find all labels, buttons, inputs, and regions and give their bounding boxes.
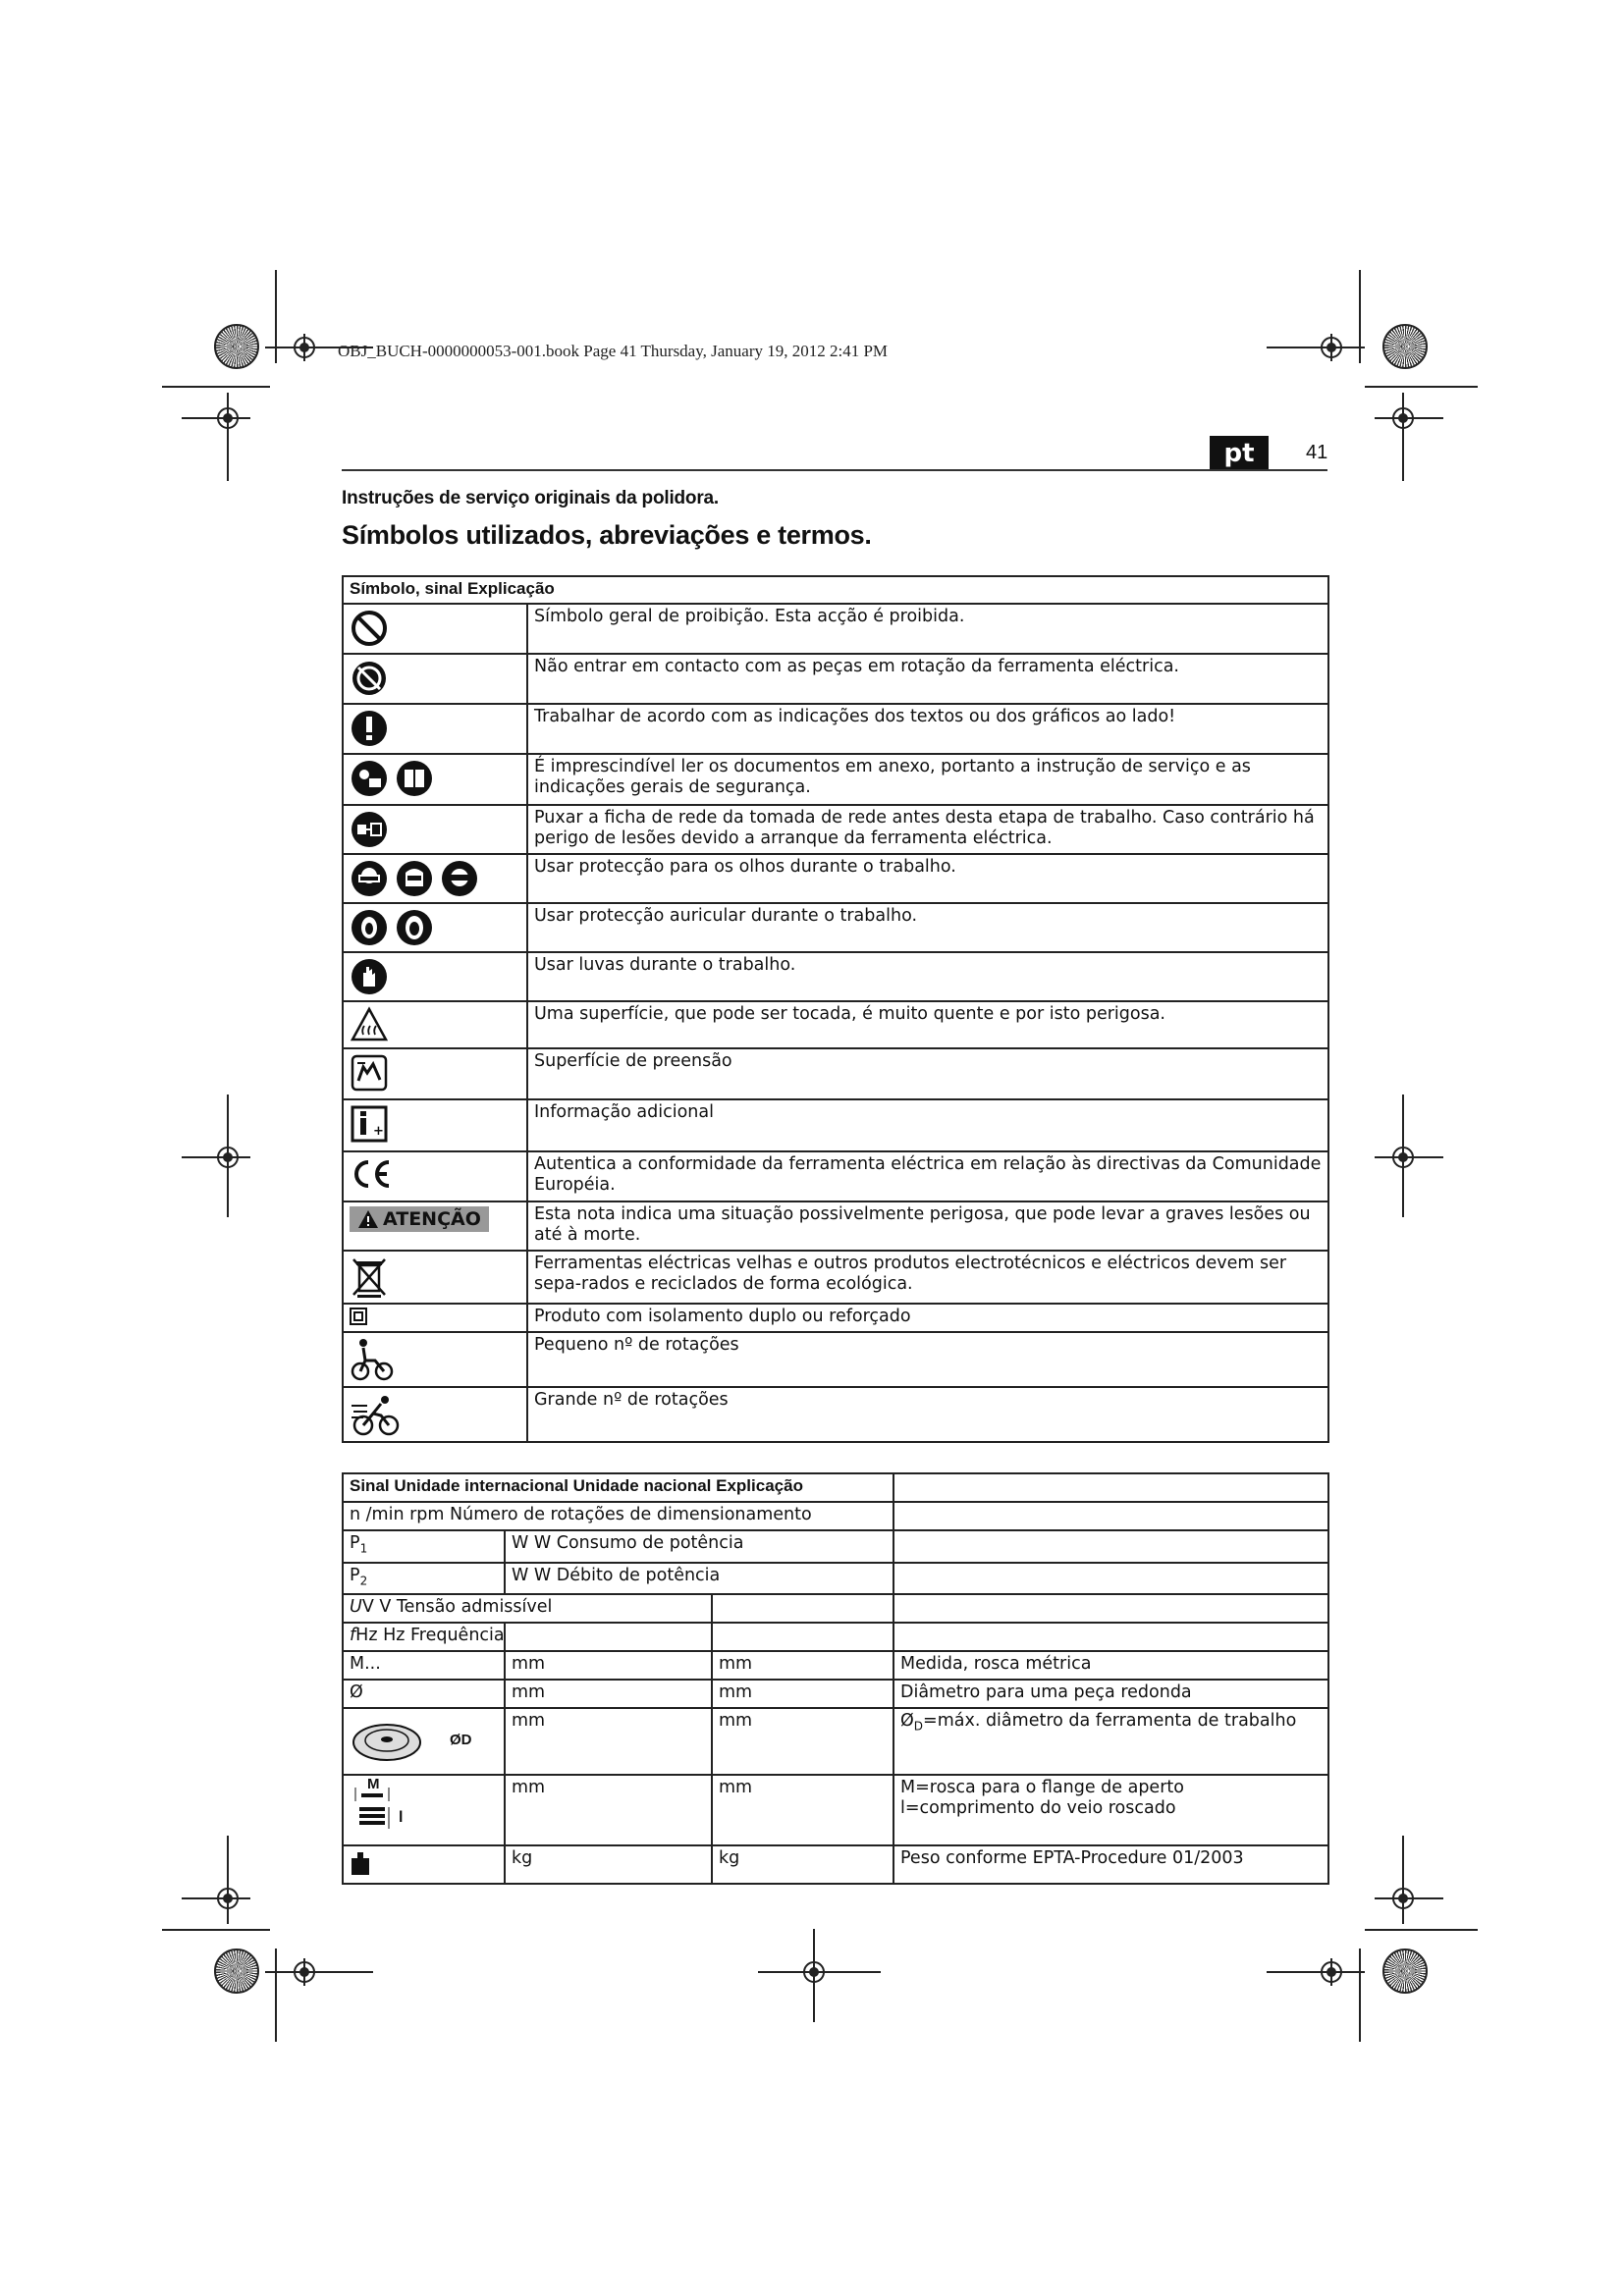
table-row <box>343 1708 1328 1775</box>
symbol-cell <box>343 1048 527 1099</box>
explain-text: =máx. diâmetro da ferramenta de trabalho <box>923 1711 1297 1731</box>
warning-label-icon <box>350 1206 489 1232</box>
table-cell <box>505 1623 712 1651</box>
table-row <box>343 1680 1328 1708</box>
symbol-cell <box>343 1251 527 1304</box>
table-cell: Diâmetro para uma peça redonda <box>893 1680 1328 1708</box>
symbol-cell <box>343 1304 527 1332</box>
table-cell: mm <box>712 1775 893 1845</box>
table-row <box>343 1651 1328 1680</box>
explain-line: l=comprimento do veio roscado <box>900 1798 1176 1818</box>
row-text: V V Tensão admissível <box>361 1597 553 1617</box>
spindle-label-l: l <box>399 1809 404 1826</box>
table-cell <box>893 1775 1328 1845</box>
crop-mark <box>265 1971 373 1973</box>
hot-surface-icon <box>350 1006 389 1043</box>
explain-prefix: Ø <box>900 1711 914 1731</box>
sign-symbol: P <box>350 1533 360 1553</box>
table-row <box>343 704 1328 754</box>
explanation-cell: Usar luvas durante o trabalho. <box>527 952 1328 1001</box>
symbol-cell <box>343 854 527 903</box>
symbol-cell <box>343 654 527 704</box>
ce-mark-icon <box>350 1156 393 1192</box>
crop-mark <box>1365 386 1478 388</box>
table-cell <box>893 1473 1328 1502</box>
crop-mark <box>162 386 270 388</box>
explanation-cell: Superfície de preensão <box>527 1048 1328 1099</box>
table-cell <box>343 1623 505 1651</box>
color-rosette-icon <box>1382 324 1428 369</box>
table-cell: mm <box>505 1680 712 1708</box>
explanation-cell: Não entrar em contacto com as peças em rotação da ferramenta eléctrica. <box>527 654 1328 704</box>
crop-mark <box>1375 1156 1443 1158</box>
sign-symbol: U <box>350 1597 362 1617</box>
explanation-cell: Usar protecção para os olhos durante o trabalho. <box>527 854 1328 903</box>
table-row <box>343 1563 1328 1595</box>
color-rosette-icon <box>214 1949 259 1994</box>
crop-mark <box>1375 417 1443 419</box>
explanation-cell: Informação adicional <box>527 1099 1328 1151</box>
low-speed-icon <box>350 1337 395 1382</box>
table-cell <box>343 1594 712 1623</box>
unplug-icon <box>350 810 389 849</box>
crop-mark <box>1402 1836 1404 1924</box>
manual-book-icon <box>395 759 434 798</box>
symbol-cell <box>343 1332 527 1387</box>
explanation-cell: É imprescindível ler os documentos em anexo, portanto a instrução de serviço e as indicações gerais de segurança. <box>527 754 1328 805</box>
symbols-table <box>342 575 1329 1443</box>
table-cell: Medida, rosca métrica <box>893 1651 1328 1680</box>
table-cell: W W Débito de potência <box>505 1563 893 1595</box>
table-cell <box>893 1623 1328 1651</box>
page-number: 41 <box>1306 442 1328 463</box>
explanation-cell: Grande nº de rotações <box>527 1387 1328 1442</box>
symbol-cell <box>343 1151 527 1201</box>
explain-subscript: D <box>913 1719 924 1734</box>
table-row <box>343 1775 1328 1845</box>
table-row <box>343 1251 1328 1304</box>
table-row <box>343 1048 1328 1099</box>
crop-mark <box>1267 1971 1365 1973</box>
svg-text:+: + <box>373 1124 384 1139</box>
symbol-cell <box>343 1387 527 1442</box>
spindle-label-m: M <box>367 1776 380 1792</box>
header-rule <box>342 469 1327 471</box>
table-row <box>343 1099 1328 1151</box>
crop-mark <box>1402 1095 1404 1217</box>
table-cell <box>893 1708 1328 1775</box>
eye-protection-icon <box>350 859 389 898</box>
table-cell: mm <box>505 1651 712 1680</box>
table-cell <box>343 1563 505 1595</box>
table-cell <box>343 1708 505 1775</box>
crop-mark <box>182 1897 250 1899</box>
sign-subscript: 1 <box>359 1541 368 1556</box>
table-row <box>343 1151 1328 1201</box>
explanation-cell: Ferramentas eléctricas velhas e outros produtos electrotécnicos e eléctricos devem ser sepa-rados e reciclados de forma ecológica. <box>527 1251 1328 1304</box>
table-header-row <box>343 1473 1328 1502</box>
table-row <box>343 1623 1328 1651</box>
safety-goggles-icon <box>440 859 479 898</box>
table-cell <box>343 1530 505 1563</box>
table-cell <box>712 1594 893 1623</box>
explanation-cell: Esta nota indica uma situação possivelmente perigosa, que pode levar a graves lesões ou até à morte. <box>527 1201 1328 1251</box>
explanation-cell: Uma superfície, que pode ser tocada, é muito quente e por isto perigosa. <box>527 1001 1328 1048</box>
crop-mark <box>1375 1897 1443 1899</box>
crop-mark <box>182 417 250 419</box>
table-cell: W W Consumo de potência <box>505 1530 893 1563</box>
table-cell <box>893 1530 1328 1563</box>
page-title: Símbolos utilizados, abreviações e termos. <box>342 520 872 550</box>
crop-mark <box>758 1971 881 1973</box>
explanation-cell: Usar protecção auricular durante o trabalho. <box>527 903 1328 952</box>
symbol-cell <box>343 805 527 854</box>
table-cell: mm <box>505 1708 712 1775</box>
ear-muffs-icon <box>395 908 434 947</box>
table-row <box>343 1845 1328 1884</box>
explanation-cell: Símbolo geral de proibição. Esta acção é proibida. <box>527 604 1328 654</box>
table-row <box>343 1530 1328 1563</box>
table-row <box>343 654 1328 704</box>
table-row <box>343 805 1328 854</box>
table-cell: mm <box>712 1708 893 1775</box>
table-row <box>343 952 1328 1001</box>
row-text: Hz Hz Frequência <box>355 1626 505 1645</box>
table-cell <box>343 1845 505 1884</box>
color-rosette-icon <box>1382 1949 1428 1994</box>
crop-mark <box>275 1949 277 2042</box>
table-header-row <box>343 576 1328 604</box>
table-cell: kg <box>712 1845 893 1884</box>
symbol-cell <box>343 1001 527 1048</box>
gloves-icon <box>350 957 389 996</box>
symbol-cell <box>343 604 527 654</box>
table-row <box>343 604 1328 654</box>
table-row <box>343 1201 1328 1251</box>
explanation-cell: Pequeno nº de rotações <box>527 1332 1328 1387</box>
symbol-cell <box>343 754 527 805</box>
disc-diameter-icon <box>350 1713 444 1766</box>
table-cell: mm <box>712 1651 893 1680</box>
table-row <box>343 903 1328 952</box>
table-cell <box>893 1594 1328 1623</box>
table-row <box>343 1502 1328 1530</box>
read-manual-icon <box>350 759 389 798</box>
table-row <box>343 1001 1328 1048</box>
table-row <box>343 1387 1328 1442</box>
explain-line: M=rosca para o flange de aperto <box>900 1778 1184 1797</box>
no-touch-rotating-icon <box>350 659 389 698</box>
language-badge: pt <box>1210 436 1269 471</box>
table-cell: M... <box>343 1651 505 1680</box>
disc-diameter-label: ØD <box>450 1731 472 1748</box>
explanation-cell: Autentica a conformidade da ferramenta eléctrica em relação às directivas da Comunidade Européia. <box>527 1151 1328 1201</box>
crop-mark <box>162 1929 270 1931</box>
ear-protection-icon <box>350 908 389 947</box>
sign-symbol: P <box>350 1565 360 1585</box>
weee-bin-icon <box>350 1255 389 1299</box>
crop-mark <box>227 1836 229 1924</box>
symbol-cell <box>343 903 527 952</box>
table-row <box>343 1304 1328 1332</box>
crop-mark <box>227 1095 229 1217</box>
crop-mark <box>1402 393 1404 481</box>
sign-subscript: 2 <box>359 1574 368 1587</box>
explanation-cell: Puxar a ficha de rede da tomada de rede antes desta etapa de trabalho. Caso contrário há perigo de lesões devido a arranque da ferramenta eléctrica. <box>527 805 1328 854</box>
double-insulation-icon <box>350 1308 367 1325</box>
color-rosette-icon <box>214 324 259 369</box>
table-row <box>343 1594 1328 1623</box>
units-table-header: Sinal Unidade internacional Unidade nacional Explicação <box>343 1473 893 1502</box>
face-shield-icon <box>395 859 434 898</box>
book-info-line: OBJ_BUCH-0000000053-001.book Page 41 Thursday, January 19, 2012 2:41 PM <box>338 342 889 360</box>
sign-symbol: f <box>350 1626 356 1645</box>
table-cell: Peso conforme EPTA-Procedure 01/2003 <box>893 1845 1328 1884</box>
table-cell: mm <box>712 1680 893 1708</box>
crop-mark <box>182 1156 250 1158</box>
crop-mark <box>227 393 229 481</box>
warning-triangle-icon <box>357 1209 379 1229</box>
prohibition-icon <box>350 609 389 648</box>
crop-mark <box>1365 1929 1478 1931</box>
grip-surface-icon <box>350 1053 389 1093</box>
symbol-cell <box>343 952 527 1001</box>
mandatory-exclamation-icon <box>350 709 389 748</box>
info-icon <box>350 1104 389 1144</box>
document-subtitle: Instruções de serviço originais da polidora. <box>342 488 719 508</box>
crop-mark <box>275 270 277 363</box>
table-row <box>343 854 1328 903</box>
table-row <box>343 754 1328 805</box>
table-cell: Ø <box>343 1680 505 1708</box>
table-row <box>343 1332 1328 1387</box>
high-speed-icon <box>350 1392 403 1437</box>
weight-icon <box>350 1850 371 1876</box>
units-table <box>342 1472 1329 1885</box>
table-cell: kg <box>505 1845 712 1884</box>
crop-mark <box>1267 347 1365 348</box>
table-cell: n /min rpm Número de rotações de dimensionamento <box>343 1502 893 1530</box>
symbol-cell <box>343 704 527 754</box>
table-cell <box>343 1775 505 1845</box>
table-cell <box>893 1502 1328 1530</box>
warning-label-text: ATENÇÃO <box>383 1208 481 1230</box>
symbol-cell <box>343 1099 527 1151</box>
table-cell <box>893 1563 1328 1595</box>
table-cell <box>712 1623 893 1651</box>
table-cell: mm <box>505 1775 712 1845</box>
spindle-thread-icon <box>350 1776 418 1841</box>
explanation-cell: Produto com isolamento duplo ou reforçado <box>527 1304 1328 1332</box>
crop-mark <box>813 1929 815 2022</box>
explanation-cell: Trabalhar de acordo com as indicações dos textos ou dos gráficos ao lado! <box>527 704 1328 754</box>
crop-mark <box>1359 1949 1361 2042</box>
symbol-cell <box>343 1201 527 1251</box>
symbols-table-header: Símbolo, sinal Explicação <box>343 576 1328 604</box>
crop-mark <box>1359 270 1361 363</box>
